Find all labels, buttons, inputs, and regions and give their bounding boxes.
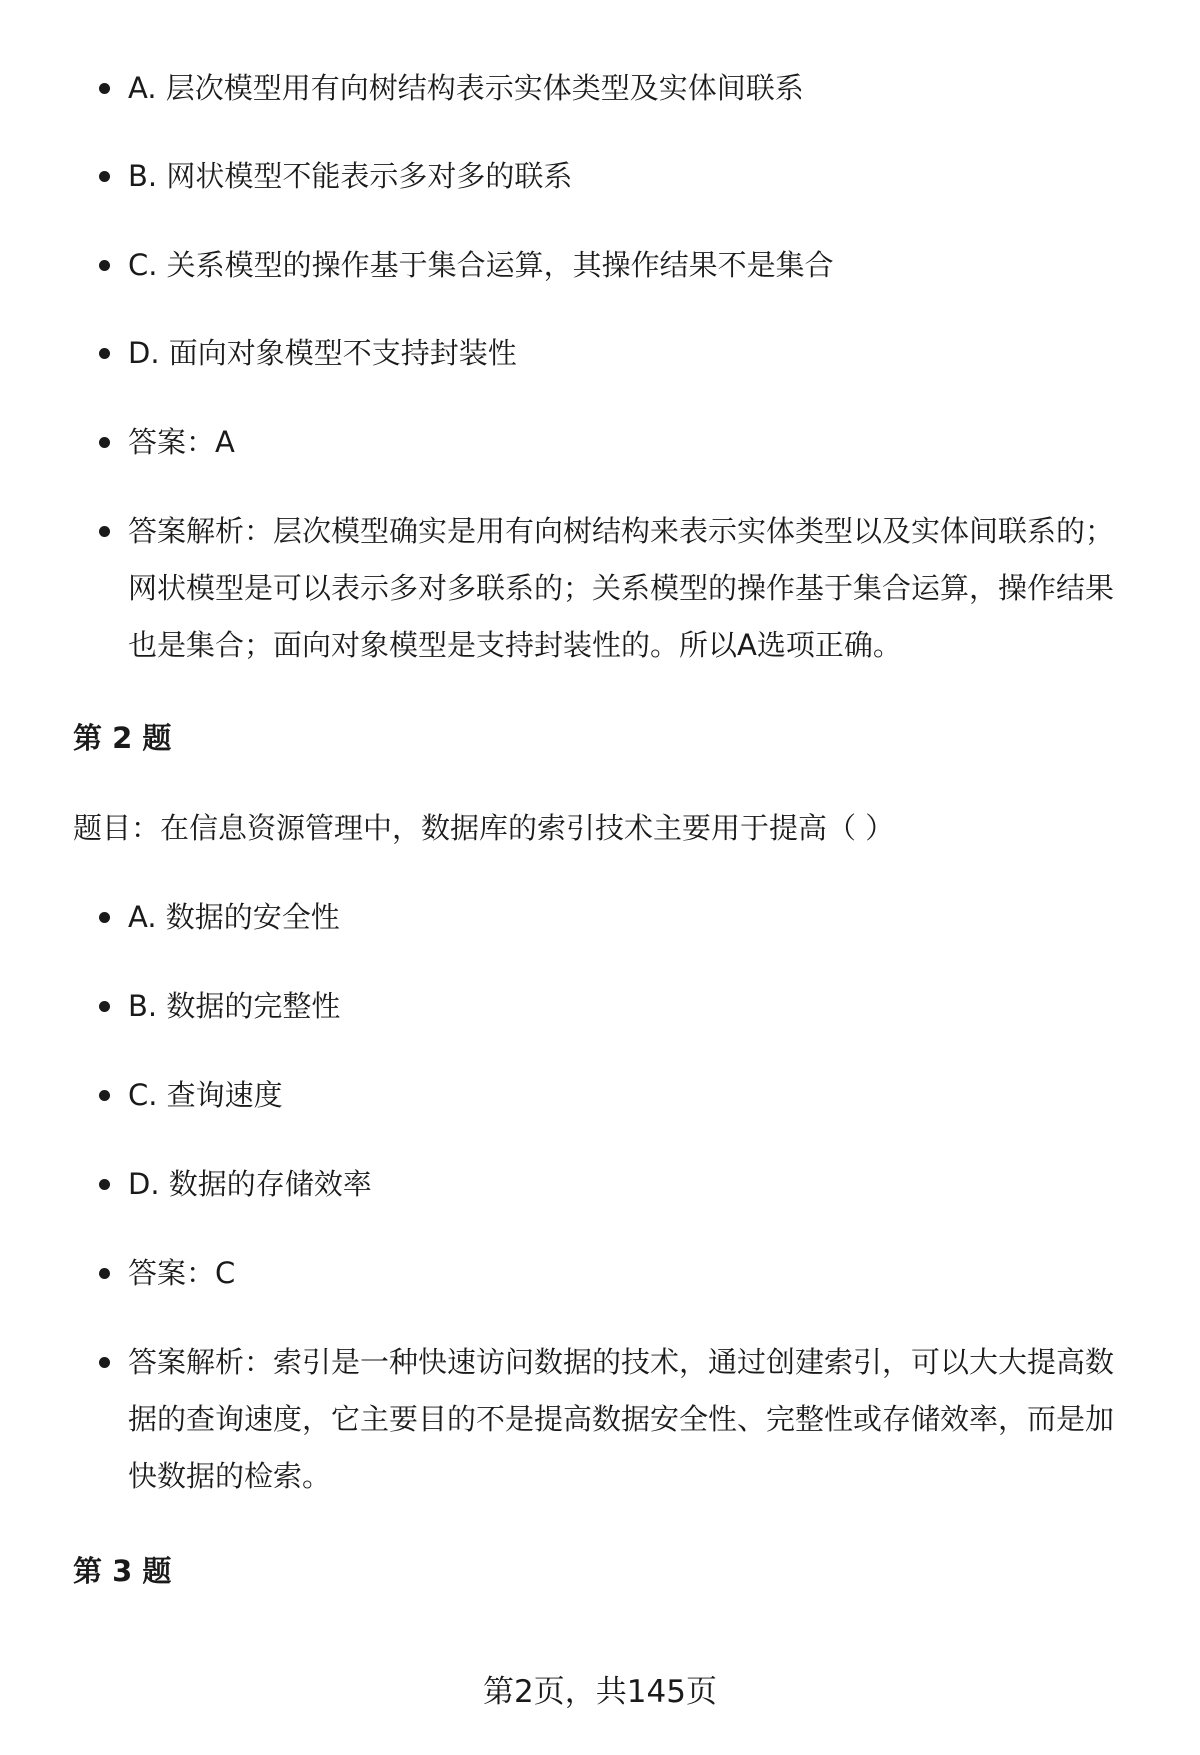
- q1-option-b-text: B. 网状模型不能表示多对多的联系: [128, 159, 573, 193]
- q2-heading: 第 2 题: [73, 721, 172, 755]
- bullet-icon: [99, 260, 110, 271]
- bullet-icon: [99, 1268, 110, 1279]
- q1-option-a-text: A. 层次模型用有向树结构表示实体类型及实体间联系: [128, 71, 804, 105]
- bullet-icon: [99, 912, 110, 923]
- q2-stem: 题目：在信息资源管理中，数据库的索引技术主要用于提高（ ）: [73, 811, 895, 845]
- bullet-icon: [99, 171, 110, 182]
- q1-option-d-text: D. 面向对象模型不支持封装性: [128, 336, 517, 370]
- q1-explanation-text: 答案解析：层次模型确实是用有向树结构来表示实体类型以及实体间联系的；网状模型是可以表示多对多联系的；关系模型的操作基于集合运算，操作结果也是集合；面向对象模型是支持封装性的。所以A选项正确。: [128, 514, 1115, 662]
- bullet-icon: [99, 437, 110, 448]
- bullet-icon: [99, 83, 110, 94]
- q2-option-d-text: D. 数据的存储效率: [128, 1167, 372, 1201]
- bullet-icon: [99, 1179, 110, 1190]
- bullet-icon: [99, 1357, 110, 1368]
- bullet-icon: [99, 1090, 110, 1101]
- q2-option-a: [128, 889, 1138, 946]
- q2-option-b-text: B. 数据的完整性: [128, 989, 341, 1023]
- q2-option-a-text: A. 数据的安全性: [128, 900, 340, 934]
- q2-option-c-text: C. 查询速度: [128, 1078, 283, 1112]
- q2-explanation: [128, 1334, 1138, 1505]
- q1-option-c: [128, 237, 1138, 294]
- q1-option-a: [128, 60, 1138, 117]
- page-number-footer: 第2页，共145页: [483, 1674, 717, 1710]
- q2-answer: [128, 1245, 1138, 1302]
- q3-heading: 第 3 题: [73, 1554, 172, 1588]
- bullet-icon: [99, 348, 110, 359]
- q1-answer: [128, 414, 1138, 471]
- q2-answer-text: 答案：C: [128, 1256, 236, 1290]
- q1-answer-text: 答案：A: [128, 425, 235, 459]
- q2-option-c: [128, 1067, 1138, 1124]
- bullet-icon: [99, 526, 110, 537]
- q1-explanation: [128, 503, 1138, 674]
- q1-option-b: [128, 148, 1138, 205]
- q2-option-b: [128, 978, 1138, 1035]
- q1-option-c-text: C. 关系模型的操作基于集合运算，其操作结果不是集合: [128, 248, 834, 282]
- q2-explanation-text: 答案解析：索引是一种快速访问数据的技术，通过创建索引，可以大大提高数据的查询速度，它主要目的不是提高数据安全性、完整性或存储效率，而是加快数据的检索。: [128, 1345, 1115, 1493]
- q1-option-d: [128, 325, 1138, 382]
- q2-option-d: [128, 1156, 1138, 1213]
- bullet-icon: [99, 1001, 110, 1012]
